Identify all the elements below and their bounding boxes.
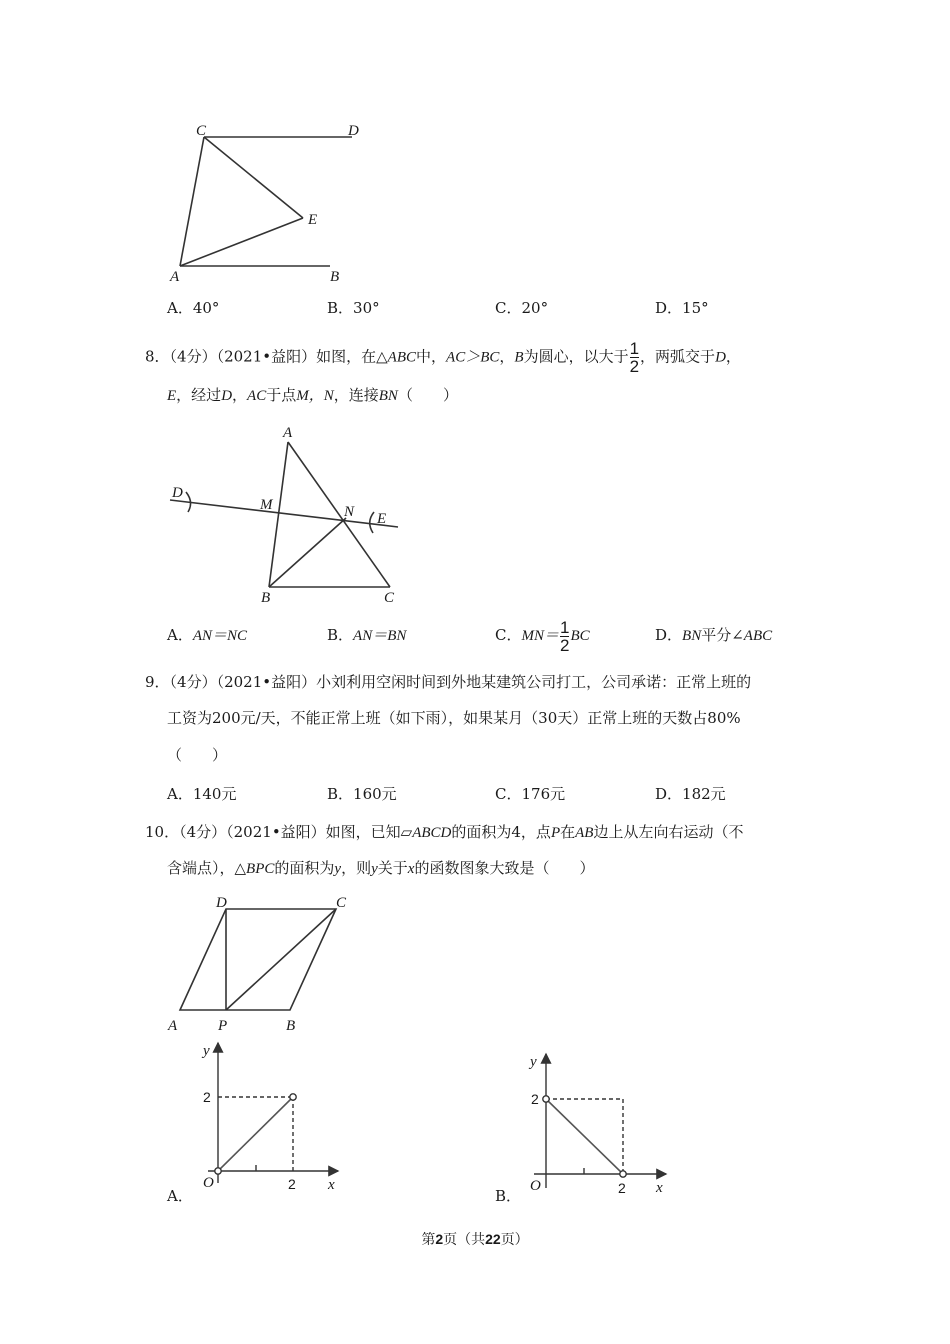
q8-answer-paren: （ ） [397, 386, 458, 404]
q8-option-a-value: AN＝NC [192, 628, 248, 644]
q8-text: ， [232, 386, 248, 404]
q10-a-x-label: x [328, 1177, 335, 1193]
q9-option-c[interactable] [495, 784, 565, 804]
footer-text: 页） [500, 1232, 529, 1248]
q10-label-b: B [286, 1018, 296, 1034]
q8-option-c-num: 1 [560, 617, 570, 637]
q8-score: （4分） [169, 347, 217, 366]
q8-text: 如图，在△ [316, 347, 388, 366]
q10-source: （2021•益阳） [226, 823, 326, 841]
q9-option-d[interactable] [655, 784, 726, 804]
q8-option-b-key: B． [327, 626, 354, 644]
q8-var-ac: AC [247, 388, 267, 404]
q8-source: （2021•益阳） [216, 347, 317, 366]
q8-option-a[interactable] [167, 625, 247, 646]
q10-b-x-label: x [656, 1180, 663, 1196]
q8-text: ，连接 [333, 386, 379, 404]
q10-text: ，则 [341, 859, 372, 877]
q8-figure [160, 420, 420, 610]
q8-text: 为圆心，以大于 [523, 347, 629, 366]
q10-a-tick-y: 2 [203, 1089, 211, 1105]
q10-a-open-point-origin [215, 1168, 221, 1174]
q8-label-a: A [283, 425, 293, 441]
q10-figure [160, 888, 380, 1038]
q8-line-1 [145, 340, 741, 375]
q8-text: ，两弧交于 [640, 347, 716, 366]
q10-text: 的面积为4，点 [451, 823, 551, 841]
q8-option-c-key: C． [495, 626, 522, 644]
q9-line-2: 工资为200元/天，不能正常上班（如下雨），如果某月（30天）正常上班的天数占80% [167, 709, 741, 727]
q10-var-abcd: ABCD [412, 825, 452, 841]
q10-b-y-label: y [530, 1054, 537, 1070]
q8-line-de [170, 500, 398, 527]
q8-text: 中， [416, 347, 447, 366]
q8-option-a-key: A． [167, 626, 193, 644]
q10-text: 关于 [377, 859, 408, 877]
q8-fraction [630, 340, 639, 375]
q8-option-d-bn: BN [682, 628, 702, 644]
q8-var-acbc: AC＞BC [446, 349, 500, 366]
q8-line-ac [288, 442, 390, 587]
q8-option-c-post: BC [570, 628, 590, 644]
q10-label-a: A [168, 1018, 178, 1034]
q9-option-c-key: C． [495, 785, 522, 803]
q8-line-bn [269, 518, 346, 587]
q10-text: 边上从左向右运动（不 [593, 823, 744, 841]
q8-fraction-den: 2 [629, 357, 640, 376]
q10-var-ab: AB [575, 825, 594, 841]
q9-answer-paren: （ ） [167, 746, 228, 764]
q7-option-a[interactable] [167, 298, 219, 318]
q10-b-open-point-end [620, 1171, 626, 1177]
q7-option-b-value: 30° [353, 299, 380, 317]
q7-line-ce [204, 137, 303, 218]
q9-option-a[interactable] [167, 784, 236, 804]
q8-option-b-value: AN＝BN [353, 628, 407, 644]
q10-text: 的函数图象大致是（ ） [414, 859, 595, 877]
q8-option-c-fraction [560, 619, 569, 654]
q8-var-b: B [514, 349, 524, 366]
q8-option-d-key: D． [655, 626, 683, 644]
q8-text: 于点 [266, 386, 297, 404]
q10-a-origin-label: O [203, 1175, 214, 1191]
q7-label-e: E [308, 212, 318, 228]
q10-label-p: P [218, 1018, 228, 1034]
q10-b-origin-label: O [530, 1178, 541, 1194]
q9-line-1 [145, 672, 751, 692]
q8-text: ，经过 [176, 386, 222, 404]
page-footer [0, 1229, 950, 1249]
q8-label-n: N [344, 504, 355, 520]
q8-var-d: D [715, 349, 726, 366]
q10-var-y: y [371, 861, 378, 877]
q7-option-d-value: 15° [682, 299, 709, 317]
q7-option-d-key: D． [655, 299, 683, 317]
footer-page-number: 2 [435, 1231, 444, 1247]
q10-var-bpc: BPC [246, 861, 275, 877]
q10-text: 如图，已知▱ [325, 823, 413, 841]
q10-label-d: D [216, 895, 227, 911]
q10-a-tick-x: 2 [288, 1176, 296, 1192]
q7-option-a-value: 40° [192, 299, 220, 317]
q10-b-tick-x: 2 [618, 1180, 626, 1196]
q9-option-d-value: 182元 [682, 785, 726, 803]
q7-option-b[interactable] [327, 298, 380, 318]
q10-text: 的面积为 [274, 859, 335, 877]
q8-option-c-den: 2 [560, 635, 570, 655]
q10-text: 含端点），△ [167, 859, 247, 877]
q8-fraction-num: 1 [629, 339, 640, 358]
q8-var-d: D [221, 388, 233, 404]
q7-line-ca [180, 137, 204, 266]
q9-option-b-key: B． [327, 785, 354, 803]
q10-var-p: P [550, 825, 561, 841]
q10-option-b-key[interactable]: B． [495, 1187, 522, 1205]
q8-number: 8． [145, 347, 170, 366]
q9-option-d-key: D． [655, 785, 683, 803]
q10-line-2 [167, 858, 594, 879]
q7-option-c-key: C． [495, 299, 522, 317]
q10-number: 10． [145, 823, 180, 841]
q7-option-d[interactable] [655, 298, 709, 318]
q8-option-c[interactable] [495, 614, 590, 657]
footer-text: 页（共 [443, 1232, 486, 1248]
q7-option-c-value: 20° [521, 299, 549, 317]
q7-figure [160, 118, 380, 288]
q10-line-pc [226, 909, 336, 1010]
q10-label-c: C [336, 895, 347, 911]
q8-option-c-pre: MN＝ [521, 628, 559, 644]
q7-option-a-key: A． [167, 299, 193, 317]
q10-a-open-point-end [290, 1094, 296, 1100]
q8-label-d: D [172, 485, 183, 501]
q7-label-c: C [196, 123, 207, 139]
q9-option-a-value: 140元 [192, 785, 237, 803]
q10-b-tick-y: 2 [531, 1091, 539, 1107]
q8-option-b[interactable] [327, 625, 406, 646]
q8-line-ab [269, 442, 288, 587]
q10-score: （4分） [179, 823, 227, 841]
q10-a-y-label: y [203, 1043, 210, 1059]
q7-line-ae [180, 218, 303, 266]
q10-var-x: x [407, 861, 415, 877]
q9-option-b-value: 160元 [353, 785, 397, 803]
footer-total-pages: 22 [485, 1231, 501, 1247]
q7-option-c[interactable] [495, 298, 548, 318]
q7-label-a: A [170, 269, 180, 285]
q7-option-b-key: B． [327, 299, 354, 317]
q10-text: 在 [560, 823, 576, 841]
q8-text: ， [725, 347, 741, 366]
q8-label-b: B [261, 590, 271, 606]
q10-option-b-graph[interactable] [520, 1050, 680, 1200]
q8-label-m: M [260, 497, 273, 513]
q7-label-d: D [348, 123, 359, 139]
q9-option-b[interactable] [327, 784, 397, 804]
q10-b-line [546, 1099, 623, 1174]
q9-source: （2021•益阳） [216, 673, 317, 691]
q8-option-d[interactable] [655, 625, 772, 646]
q10-var-y: y [334, 861, 342, 877]
q10-line-1 [145, 822, 743, 843]
q9-score: （4分） [169, 673, 217, 691]
q8-option-d-text: 平分∠ [701, 626, 744, 644]
q10-a-line [218, 1097, 293, 1171]
q8-var-mn: M，N [296, 388, 334, 404]
q10-b-open-point-start [543, 1096, 549, 1102]
q9-option-a-key: A． [167, 785, 193, 803]
q9-text: 小刘利用空闲时间到外地某建筑公司打工，公司承诺：正常上班的 [316, 673, 752, 691]
q8-arc-e [370, 512, 374, 533]
q8-text: ， [499, 347, 515, 366]
q8-option-d-abc: ABC [743, 628, 773, 644]
q8-var-e: E [167, 388, 177, 404]
footer-text: 第 [421, 1232, 436, 1248]
q7-label-b: B [330, 269, 340, 285]
q9-number: 9． [145, 673, 170, 691]
q10-parallelogram [180, 909, 336, 1010]
q8-label-e: E [377, 511, 387, 527]
q10-option-a-key[interactable]: A． [167, 1187, 193, 1205]
q8-var-abc: ABC [387, 349, 417, 366]
q8-line-2 [167, 385, 458, 406]
q9-option-c-value: 176元 [521, 785, 566, 803]
q8-var-bn: BN [378, 388, 398, 404]
q8-label-c: C [384, 590, 395, 606]
q10-option-a-graph[interactable] [190, 1035, 350, 1200]
